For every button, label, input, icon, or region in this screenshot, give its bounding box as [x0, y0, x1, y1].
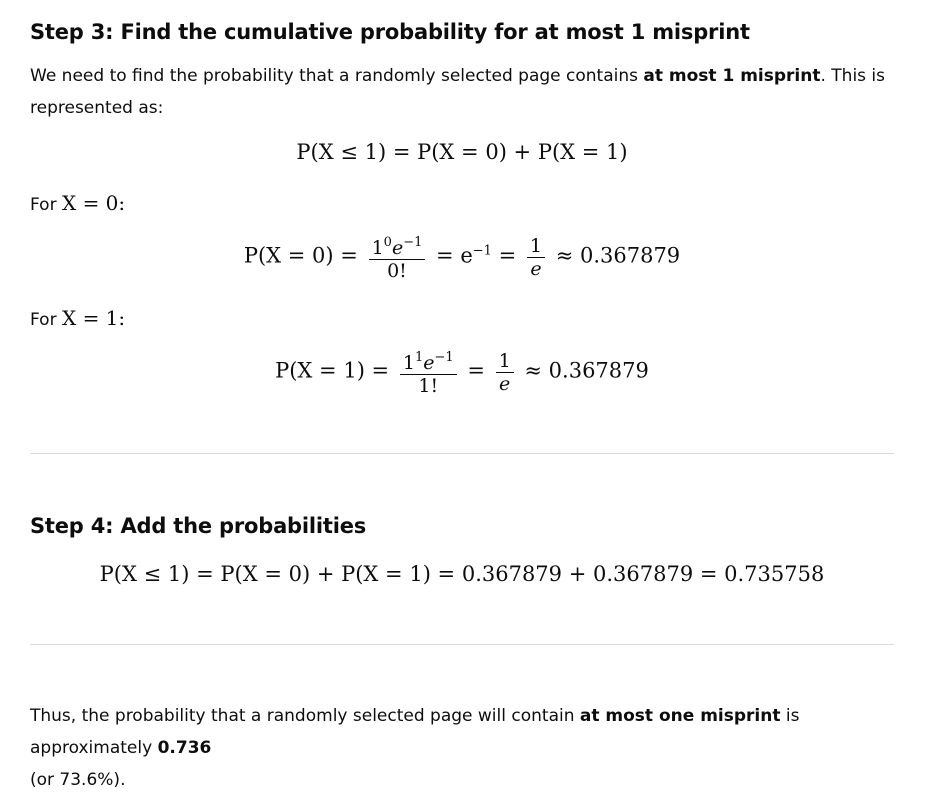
eq-x0-frac1-numerator	[369, 232, 426, 259]
eq-x0-frac2-numerator: 1	[529, 234, 542, 257]
section-divider-2	[30, 644, 894, 645]
equation-sum-text: P(X ≤ 1) = P(X = 0) + P(X = 1) = 0.367879 + 0.367879 = 0.735758	[99, 562, 825, 586]
eq-x1-lhs: P(X = 1) =	[275, 358, 390, 383]
equation-x0	[30, 232, 894, 282]
equation-cumulative-text: P(X ≤ 1) = P(X = 0) + P(X = 1)	[296, 140, 628, 164]
equation-cumulative	[30, 140, 894, 164]
eq-x1-frac1-denominator: 1!	[400, 374, 457, 397]
eq-x0-mid: = e	[436, 243, 473, 268]
eq-x1-tail: ≈ 0.367879	[524, 358, 649, 383]
eq-x1-fraction-1	[400, 347, 457, 397]
eq-x1-frac1-e: e	[423, 352, 435, 374]
conclusion-text-a: Thus, the probability that a randomly selected page will contain	[30, 706, 580, 726]
eq-x1-fraction-2	[496, 350, 514, 395]
eq-x0-frac1-denominator: 0!	[369, 259, 426, 282]
step3-intro-text-c: represented as:	[30, 98, 164, 118]
step3-intro-bold: at most 1 misprint	[643, 66, 821, 86]
eq-x1-frac1-exp0: 1	[414, 350, 424, 365]
eq-x1-eq2: =	[467, 358, 485, 383]
for-x1-label	[30, 302, 125, 336]
step3-intro	[30, 60, 894, 124]
for-x0-math: X = 0:	[61, 191, 126, 215]
section-divider-1	[30, 453, 894, 454]
eq-x1-frac1-exp: −1	[434, 350, 454, 365]
eq-x0-frac1-e: e	[391, 237, 404, 259]
step3-intro-text-b: . This is	[820, 66, 886, 86]
for-x1-math: X = 1:	[61, 306, 126, 330]
eq-x0-frac1-base: 1	[371, 237, 384, 259]
eq-x1-frac2-denominator: e	[496, 372, 514, 395]
eq-x0-fraction-1	[369, 232, 426, 282]
eq-x0-lhs: P(X = 0) =	[243, 243, 358, 268]
step3-heading: Step 3: Find the cumulative probability for at most 1 misprint	[30, 20, 750, 44]
eq-x1-frac1-base: 1	[402, 352, 415, 374]
eq-x0-frac2-denominator: e	[527, 257, 545, 280]
eq-x0-fraction-2	[527, 235, 545, 280]
eq-x0-frac1-exp0: 0	[383, 235, 392, 250]
eq-x0-eq2: =	[498, 243, 517, 268]
conclusion-bold-1: at most one misprint	[579, 706, 781, 726]
conclusion-paragraph	[30, 700, 894, 796]
eq-x0-mid-exp: −1	[472, 243, 492, 259]
step3-intro-text-a: We need to find the probability that a randomly selected page contains	[30, 66, 644, 86]
equation-sum	[30, 562, 894, 586]
eq-x1-frac2-numerator: 1	[498, 349, 511, 372]
eq-x0-tail: ≈ 0.367879	[555, 243, 681, 268]
for-x1-word: For	[30, 310, 57, 330]
conclusion-text-b: is approximately	[30, 706, 800, 758]
for-x0-word: For	[30, 195, 57, 215]
eq-x0-frac1-exp: −1	[403, 235, 423, 250]
for-x0-label	[30, 187, 125, 221]
equation-x1	[30, 347, 894, 397]
step4-heading: Step 4: Add the probabilities	[30, 514, 367, 538]
eq-x1-frac1-numerator	[400, 347, 457, 374]
conclusion-text-c: (or 73.6%).	[30, 770, 126, 790]
conclusion-bold-2: 0.736	[157, 738, 212, 758]
